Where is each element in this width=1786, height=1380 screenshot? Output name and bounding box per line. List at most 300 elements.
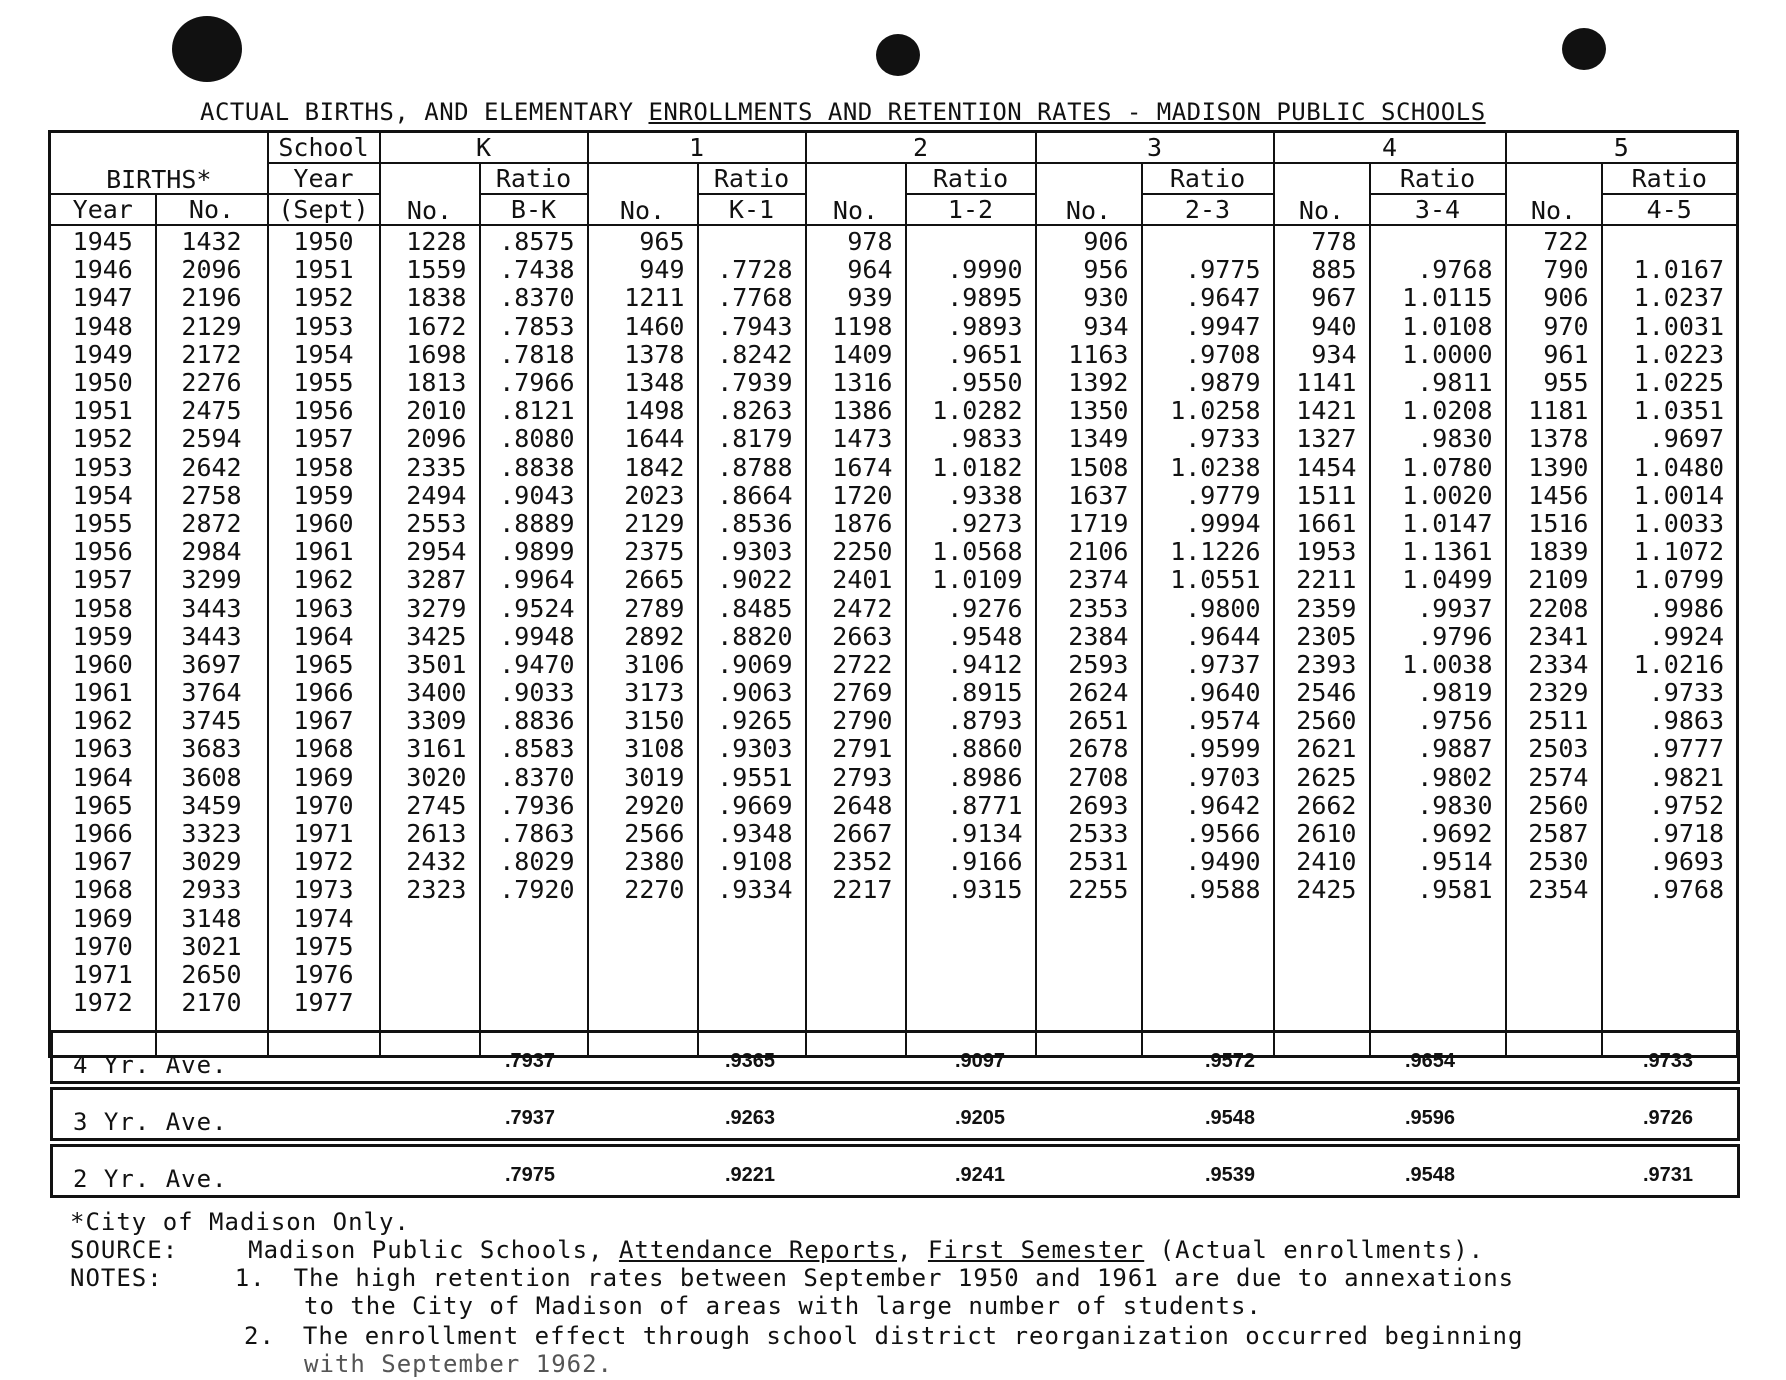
table-cell: [1506, 905, 1602, 933]
table-cell: .8793: [906, 707, 1036, 735]
ratio-label-12: 1-2: [906, 194, 1036, 225]
table-row: [50, 735, 1738, 763]
table-cell: 1661: [1274, 510, 1370, 538]
table-cell: 2305: [1274, 623, 1370, 651]
table-cell: 2610: [1274, 820, 1370, 848]
table-cell: 1720: [806, 482, 906, 510]
table-cell: [698, 961, 806, 989]
table-cell: 1950: [50, 369, 156, 397]
table-cell: 1348: [588, 369, 698, 397]
table-cell: 2511: [1506, 707, 1602, 735]
table-cell: [380, 905, 480, 933]
table-cell: 2553: [380, 510, 480, 538]
table-cell: 3299: [156, 566, 268, 594]
table-cell: 3021: [156, 933, 268, 961]
table-row: [50, 623, 1738, 651]
note-1-num: 1.: [234, 1264, 266, 1292]
table-cell: 1.0031: [1602, 313, 1738, 341]
table-cell: 2335: [380, 454, 480, 482]
table-cell: .9899: [480, 538, 588, 566]
table-cell: 934: [1274, 341, 1370, 369]
table-cell: 1958: [268, 454, 380, 482]
table-cell: 1163: [1036, 341, 1142, 369]
table-cell: 722: [1506, 225, 1602, 256]
table-cell: 1964: [50, 764, 156, 792]
births-no-header: No.: [156, 194, 268, 225]
table-cell: .9811: [1370, 369, 1506, 397]
avg-value: .9726: [1643, 1107, 1694, 1129]
avg-value: .7937: [505, 1050, 556, 1072]
table-cell: .7438: [480, 256, 588, 284]
table-cell: 1976: [268, 961, 380, 989]
table-cell: 1951: [268, 256, 380, 284]
table-cell: [1036, 905, 1142, 933]
table-row: [50, 764, 1738, 792]
table-cell: 1970: [50, 933, 156, 961]
table-cell: .9412: [906, 651, 1036, 679]
table-cell: .7768: [698, 284, 806, 312]
table-cell: 1838: [380, 284, 480, 312]
table-cell: .9752: [1602, 792, 1738, 820]
avg-label: 4 Yr. Ave.: [73, 1051, 228, 1079]
table-cell: 2341: [1506, 623, 1602, 651]
table-cell: .9821: [1602, 764, 1738, 792]
table-cell: 2648: [806, 792, 906, 820]
table-cell: 1968: [50, 876, 156, 904]
table-cell: 3400: [380, 679, 480, 707]
table-cell: .9948: [480, 623, 588, 651]
table-row: [50, 566, 1738, 594]
table-cell: [588, 961, 698, 989]
table-cell: 2323: [380, 876, 480, 904]
table-cell: 1516: [1506, 510, 1602, 538]
table-cell: .9303: [698, 735, 806, 763]
table-cell: .8242: [698, 341, 806, 369]
table-cell: .9574: [1142, 707, 1274, 735]
table-cell: 1969: [50, 905, 156, 933]
table-row: [50, 369, 1738, 397]
table-cell: .8986: [906, 764, 1036, 792]
ratio-header-4: Ratio: [1370, 163, 1506, 194]
avg-value: .9572: [1205, 1050, 1256, 1072]
ratio-header-2: Ratio: [906, 163, 1036, 194]
table-row: [50, 425, 1738, 453]
grade-2-header: 2: [806, 132, 1036, 164]
table-cell: 1.0480: [1602, 454, 1738, 482]
table-cell: .9490: [1142, 848, 1274, 876]
table-cell: 2380: [588, 848, 698, 876]
table-cell: .7728: [698, 256, 806, 284]
table-cell: 1473: [806, 425, 906, 453]
table-cell: 2354: [1506, 876, 1602, 904]
table-cell: .7863: [480, 820, 588, 848]
table-cell: 790: [1506, 256, 1602, 284]
table-cell: 1211: [588, 284, 698, 312]
avg-value: .9548: [1405, 1164, 1456, 1186]
table-cell: 1973: [268, 876, 380, 904]
table-cell: 2651: [1036, 707, 1142, 735]
table-cell: 1969: [268, 764, 380, 792]
table-cell: 934: [1036, 313, 1142, 341]
ratio-label-34: 3-4: [1370, 194, 1506, 225]
table-row: [50, 820, 1738, 848]
table-cell: 1946: [50, 256, 156, 284]
table-body: [50, 225, 1738, 1057]
avg-value: .7937: [505, 1107, 556, 1129]
table-cell: 2708: [1036, 764, 1142, 792]
table-cell: 1955: [50, 510, 156, 538]
table-cell: [1602, 933, 1738, 961]
table-cell: 2106: [1036, 538, 1142, 566]
table-cell: 1959: [50, 623, 156, 651]
table-cell: [588, 905, 698, 933]
table-cell: 964: [806, 256, 906, 284]
table-cell: 3683: [156, 735, 268, 763]
avg-label: 3 Yr. Ave.: [73, 1108, 228, 1136]
ratio-label-bk: B-K: [480, 194, 588, 225]
table-cell: 1198: [806, 313, 906, 341]
table-cell: 2650: [156, 961, 268, 989]
table-cell: 1390: [1506, 454, 1602, 482]
table-cell: 2793: [806, 764, 906, 792]
table-cell: 1228: [380, 225, 480, 256]
table-cell: 1.1226: [1142, 538, 1274, 566]
source-attendance: Attendance Reports: [618, 1236, 898, 1264]
table-cell: 2329: [1506, 679, 1602, 707]
table-cell: [906, 989, 1036, 1017]
table-cell: 2129: [588, 510, 698, 538]
table-cell: 1.0551: [1142, 566, 1274, 594]
table-cell: .9693: [1602, 848, 1738, 876]
table-cell: [1602, 989, 1738, 1017]
table-cell: .7966: [480, 369, 588, 397]
table-cell: [698, 989, 806, 1017]
table-cell: [698, 933, 806, 961]
table-cell: 1460: [588, 313, 698, 341]
table-cell: 2593: [1036, 651, 1142, 679]
table-cell: .9303: [698, 538, 806, 566]
table-cell: 3173: [588, 679, 698, 707]
enrollment-table: [48, 130, 1739, 1058]
table-cell: 3019: [588, 764, 698, 792]
table-cell: .7920: [480, 876, 588, 904]
table-cell: .9895: [906, 284, 1036, 312]
table-cell: .9069: [698, 651, 806, 679]
table-cell: [1602, 225, 1738, 256]
table-cell: .9777: [1602, 735, 1738, 763]
table-cell: 1386: [806, 397, 906, 425]
table-cell: 1559: [380, 256, 480, 284]
table-cell: 1.0167: [1602, 256, 1738, 284]
table-cell: 2401: [806, 566, 906, 594]
table-cell: 978: [806, 225, 906, 256]
table-cell: 3608: [156, 764, 268, 792]
table-cell: 2624: [1036, 679, 1142, 707]
source-sep: ,: [897, 1236, 928, 1264]
ratio-header-k: Ratio: [480, 163, 588, 194]
avg-value: .9205: [955, 1107, 1006, 1129]
table-cell: 1955: [268, 369, 380, 397]
table-cell: 2642: [156, 454, 268, 482]
header-row-1: [50, 132, 1738, 164]
table-cell: 1.0225: [1602, 369, 1738, 397]
table-cell: .9315: [906, 876, 1036, 904]
table-cell: [380, 933, 480, 961]
table-cell: [1370, 933, 1506, 961]
table-cell: 1964: [268, 623, 380, 651]
table-cell: [1274, 989, 1370, 1017]
table-cell: 1350: [1036, 397, 1142, 425]
ratio-label-45: 4-5: [1602, 194, 1738, 225]
table-cell: [1506, 961, 1602, 989]
table-cell: 1.0182: [906, 454, 1036, 482]
table-row: [50, 482, 1738, 510]
avg-value: .7975: [505, 1164, 556, 1186]
table-cell: 1954: [268, 341, 380, 369]
table-cell: .9802: [1370, 764, 1506, 792]
table-cell: 1.0208: [1370, 397, 1506, 425]
table-cell: 2560: [1506, 792, 1602, 820]
table-cell: [1370, 225, 1506, 256]
table-cell: .9276: [906, 594, 1036, 622]
table-cell: 940: [1274, 313, 1370, 341]
table-cell: .9937: [1370, 594, 1506, 622]
table-cell: 2531: [1036, 848, 1142, 876]
g5-no-header: No.: [1506, 163, 1602, 225]
table-cell: .9548: [906, 623, 1036, 651]
table-cell: 1953: [50, 454, 156, 482]
table-cell: 1392: [1036, 369, 1142, 397]
table-cell: 1813: [380, 369, 480, 397]
table-cell: [1274, 961, 1370, 989]
table-cell: 1498: [588, 397, 698, 425]
table-cell: 2208: [1506, 594, 1602, 622]
table-cell: 1316: [806, 369, 906, 397]
table-cell: .9348: [698, 820, 806, 848]
table-cell: .9166: [906, 848, 1036, 876]
table-cell: 2722: [806, 651, 906, 679]
table-cell: .7939: [698, 369, 806, 397]
table-cell: .9640: [1142, 679, 1274, 707]
table-cell: [1506, 989, 1602, 1017]
table-cell: [1036, 989, 1142, 1017]
table-cell: 2533: [1036, 820, 1142, 848]
table-cell: [480, 933, 588, 961]
table-cell: [588, 933, 698, 961]
avg-row-2yr: [50, 1144, 1740, 1198]
table-cell: .9718: [1602, 820, 1738, 848]
table-cell: [806, 989, 906, 1017]
table-cell: 2667: [806, 820, 906, 848]
table-cell: 2353: [1036, 594, 1142, 622]
table-cell: .9708: [1142, 341, 1274, 369]
table-cell: 3309: [380, 707, 480, 735]
table-cell: 2393: [1274, 651, 1370, 679]
table-cell: 1839: [1506, 538, 1602, 566]
table-cell: 2352: [806, 848, 906, 876]
punch-hole-center: [876, 34, 920, 76]
table-cell: .8664: [698, 482, 806, 510]
table-cell: 2663: [806, 623, 906, 651]
table-cell: 1953: [1274, 538, 1370, 566]
table-cell: 2334: [1506, 651, 1602, 679]
table-cell: 2023: [588, 482, 698, 510]
table-row: [50, 679, 1738, 707]
table-cell: 2594: [156, 425, 268, 453]
table-cell: 1141: [1274, 369, 1370, 397]
notes-label: NOTES:: [70, 1264, 163, 1292]
table-cell: .9733: [1602, 679, 1738, 707]
punch-hole-right: [1562, 28, 1606, 70]
table-cell: 3020: [380, 764, 480, 792]
table-cell: .8838: [480, 454, 588, 482]
table-cell: 3501: [380, 651, 480, 679]
note-1-line-a: [70, 1264, 1514, 1292]
table-cell: 2384: [1036, 623, 1142, 651]
table-cell: .9733: [1142, 425, 1274, 453]
table-cell: 1644: [588, 425, 698, 453]
table-cell: 2920: [588, 792, 698, 820]
table-cell: 1961: [268, 538, 380, 566]
table-cell: .8771: [906, 792, 1036, 820]
table-row: [50, 225, 1738, 256]
table-cell: 2494: [380, 482, 480, 510]
table-cell: 3764: [156, 679, 268, 707]
table-row: [50, 256, 1738, 284]
table-cell: .9986: [1602, 594, 1738, 622]
table-cell: .9775: [1142, 256, 1274, 284]
table-cell: 1977: [268, 989, 380, 1017]
table-cell: 1.0108: [1370, 313, 1506, 341]
table-cell: 2196: [156, 284, 268, 312]
table-cell: 1719: [1036, 510, 1142, 538]
table-cell: .8915: [906, 679, 1036, 707]
table-cell: 1698: [380, 341, 480, 369]
table-cell: 1.0799: [1602, 566, 1738, 594]
table-cell: 2758: [156, 482, 268, 510]
source-line: [70, 1236, 1484, 1264]
table-cell: .7936: [480, 792, 588, 820]
ratio-header-1: Ratio: [698, 163, 806, 194]
table-cell: 1958: [50, 594, 156, 622]
table-cell: 2745: [380, 792, 480, 820]
table-cell: .9470: [480, 651, 588, 679]
avg-value: .9539: [1205, 1164, 1256, 1186]
g4-no-header: No.: [1274, 163, 1370, 225]
table-cell: 1.0282: [906, 397, 1036, 425]
note-2-text-a: The enrollment effect through school district reorganization occurred beginning: [302, 1322, 1524, 1350]
table-cell: .9924: [1602, 623, 1738, 651]
table-cell: [906, 905, 1036, 933]
table-cell: 1421: [1274, 397, 1370, 425]
table-cell: 1957: [268, 425, 380, 453]
table-cell: 3745: [156, 707, 268, 735]
table-cell: 3029: [156, 848, 268, 876]
table-cell: 1956: [50, 538, 156, 566]
table-cell: 3161: [380, 735, 480, 763]
table-cell: 955: [1506, 369, 1602, 397]
grade-5-header: 5: [1506, 132, 1738, 164]
source-pre: Madison Public Schools,: [248, 1236, 619, 1264]
table-row: [50, 284, 1738, 312]
table-cell: .8080: [480, 425, 588, 453]
table-cell: 3279: [380, 594, 480, 622]
table-row: [50, 397, 1738, 425]
table-cell: [480, 905, 588, 933]
table-row: [50, 876, 1738, 904]
table-cell: .9566: [1142, 820, 1274, 848]
g3-no-header: No.: [1036, 163, 1142, 225]
table-cell: 2678: [1036, 735, 1142, 763]
table-cell: 1954: [50, 482, 156, 510]
table-cell: 1952: [268, 284, 380, 312]
table-cell: 1.0033: [1602, 510, 1738, 538]
table-cell: 2375: [588, 538, 698, 566]
table-cell: 1974: [268, 905, 380, 933]
table-cell: 1962: [50, 707, 156, 735]
table-cell: 1672: [380, 313, 480, 341]
table-cell: 2503: [1506, 735, 1602, 763]
table-cell: 2109: [1506, 566, 1602, 594]
table-cell: 1327: [1274, 425, 1370, 453]
table-cell: .9644: [1142, 623, 1274, 651]
table-cell: .8575: [480, 225, 588, 256]
table-cell: 778: [1274, 225, 1370, 256]
table-cell: [1036, 933, 1142, 961]
table-cell: 1951: [50, 397, 156, 425]
table-cell: 2789: [588, 594, 698, 622]
table-cell: [1506, 933, 1602, 961]
table-cell: [480, 961, 588, 989]
note-2-line-a: [244, 1322, 1523, 1350]
avg-value: .9654: [1405, 1050, 1456, 1072]
table-cell: [1142, 989, 1274, 1017]
table-cell: 2359: [1274, 594, 1370, 622]
header-row-2: [50, 163, 1738, 194]
table-cell: 2425: [1274, 876, 1370, 904]
table-cell: .8836: [480, 707, 588, 735]
table-cell: 3443: [156, 623, 268, 651]
table-cell: .8179: [698, 425, 806, 453]
table-row: [50, 313, 1738, 341]
table-cell: [1142, 905, 1274, 933]
table-cell: 3443: [156, 594, 268, 622]
school-year-header-1: School: [268, 132, 380, 164]
table-cell: 1.0780: [1370, 454, 1506, 482]
table-cell: 1971: [50, 961, 156, 989]
table-cell: .8860: [906, 735, 1036, 763]
ratio-header-5: Ratio: [1602, 163, 1738, 194]
table-cell: 930: [1036, 284, 1142, 312]
table-cell: .9524: [480, 594, 588, 622]
table-cell: .9756: [1370, 707, 1506, 735]
table-cell: 1948: [50, 313, 156, 341]
table-cell: 1965: [268, 651, 380, 679]
table-cell: [1274, 933, 1370, 961]
table-row: [50, 510, 1738, 538]
table-cell: 2625: [1274, 764, 1370, 792]
avg-value: .9221: [725, 1164, 776, 1186]
g2-no-header: No.: [806, 163, 906, 225]
table-cell: 2574: [1506, 764, 1602, 792]
table-cell: 1960: [268, 510, 380, 538]
table-cell: .9737: [1142, 651, 1274, 679]
table-cell: 1967: [268, 707, 380, 735]
ratio-label-23: 2-3: [1142, 194, 1274, 225]
table-cell: 1968: [268, 735, 380, 763]
table-cell: [806, 905, 906, 933]
grade-4-header: 4: [1274, 132, 1506, 164]
